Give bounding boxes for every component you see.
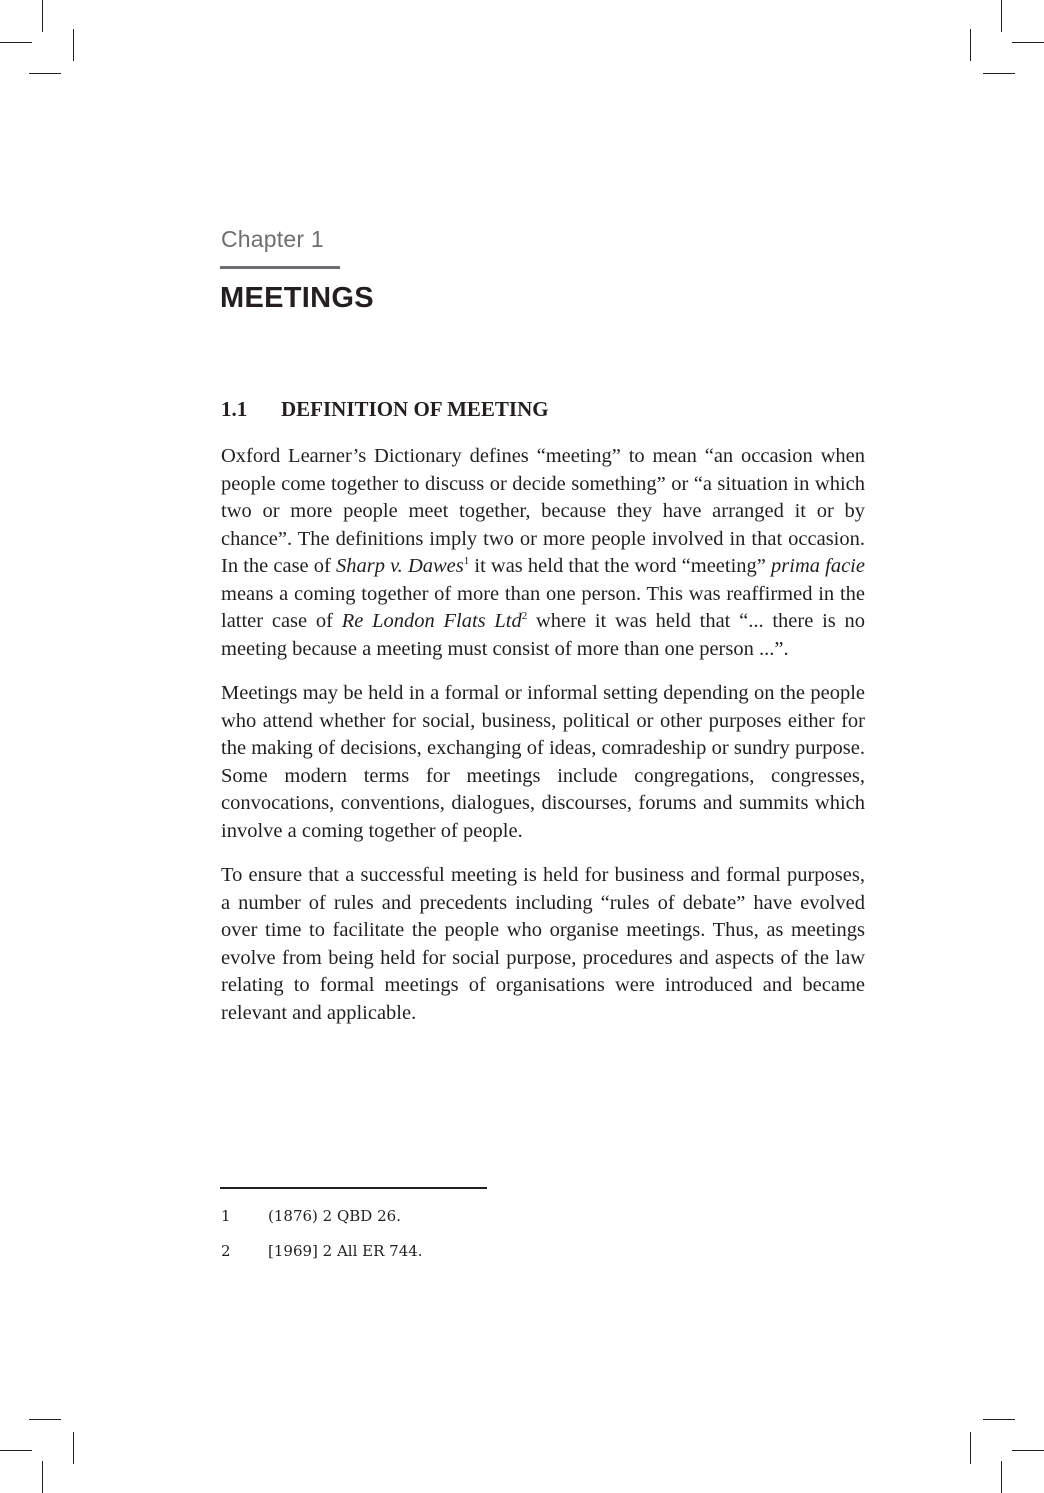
text-run: Oxford Learner’s Dictionary defines “meeting” to mean “an occasion when people come together to discuss or decide something” or “a situation in which two or more people meet together, because they have arranged it or by chance”. The definitions imply two or more people involved in that occasion. In the case of xyxy=(221,445,865,577)
paragraph-1 xyxy=(221,443,865,663)
footnote-number: 2 xyxy=(221,1242,231,1260)
paragraph-2: Meetings may be held in a formal or informal setting depending on the people who attend whether for social, business, political or other purposes either for the making of decisions, exchanging of ideas, comradeship or sundry purpose. Some modern terms for meetings include congregations, congresses, convocations, conventions, dialogues, discourses, forums and summits which involve a coming together of people. xyxy=(221,682,865,842)
footnote-text: [1969] 2 All ER 744. xyxy=(268,1242,423,1260)
case-name: Sharp v. Dawes xyxy=(336,555,464,577)
crop-mark xyxy=(42,1461,43,1493)
chapter-title: MEETINGS xyxy=(220,282,374,314)
footnote-text: (1876) 2 QBD 26. xyxy=(268,1207,401,1225)
crop-mark xyxy=(42,0,43,32)
crop-mark xyxy=(0,42,32,43)
footnote xyxy=(221,1207,401,1225)
crop-mark xyxy=(1001,0,1002,32)
chapter-label: Chapter 1 xyxy=(221,226,324,252)
latin-term: prima facie xyxy=(771,555,865,577)
crop-mark xyxy=(983,1419,1015,1420)
section-title: DEFINITION OF MEETING xyxy=(281,397,549,421)
text-run: it was held that the word “meeting” xyxy=(469,555,772,577)
crop-mark xyxy=(73,1432,74,1464)
crop-mark xyxy=(29,73,61,74)
footnote-number: 1 xyxy=(221,1207,231,1225)
footnote xyxy=(221,1242,423,1260)
case-name: Re London Flats Ltd xyxy=(341,610,522,632)
section-number: 1.1 xyxy=(221,397,248,421)
crop-mark xyxy=(73,29,74,61)
crop-mark xyxy=(0,1450,32,1451)
crop-mark xyxy=(970,1432,971,1464)
section-heading xyxy=(221,397,549,422)
text-run: means a coming together of more than one person. This was reaffirmed in the latter case of xyxy=(221,582,865,632)
chapter-rule xyxy=(220,266,340,269)
paragraph-3: To ensure that a successful meeting is held for business and formal purposes, a number of rules and precedents including “rules of debate” have evolved over time to facilitate the people who organise meetings. Thus, as meetings evolve from being held for social purpose, procedures and aspects of the law relating to formal meetings of organisations were introduced and became relevant and applicable. xyxy=(221,864,865,1024)
crop-mark xyxy=(1012,1450,1044,1451)
crop-mark xyxy=(970,29,971,61)
footnote-ref[interactable]: 1 xyxy=(463,555,470,568)
crop-mark xyxy=(29,1419,61,1420)
footnote-rule xyxy=(220,1187,487,1189)
crop-mark xyxy=(1001,1461,1002,1493)
text-run: where it was held that “... there is no meeting because a meeting must consist of more than one person ...”. xyxy=(221,610,865,660)
body-text xyxy=(221,443,865,1044)
crop-mark xyxy=(1012,42,1044,43)
footnote-ref[interactable]: 2 xyxy=(521,610,528,623)
crop-mark xyxy=(983,73,1015,74)
